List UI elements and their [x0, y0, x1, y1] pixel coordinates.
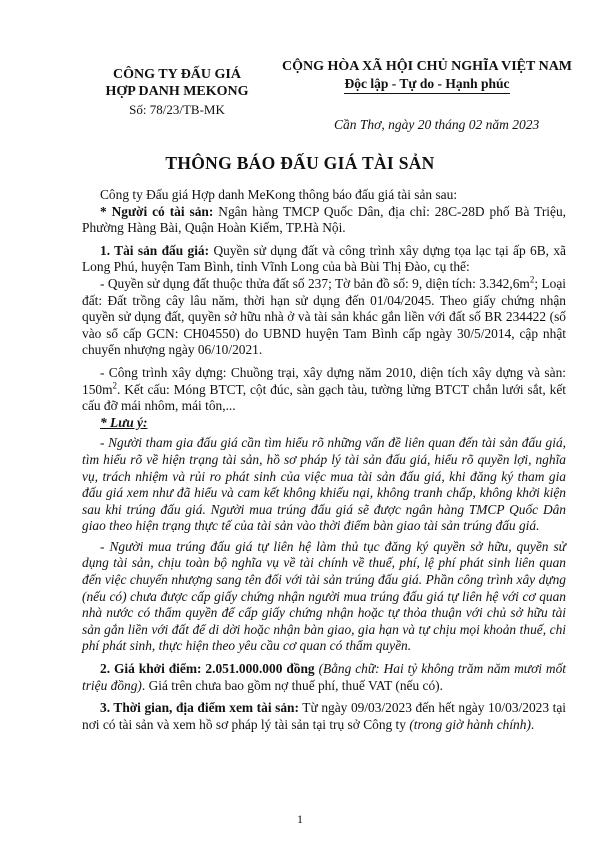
document-number: Số: 78/23/TB-MK: [129, 102, 225, 117]
viewing-end: .: [530, 716, 535, 732]
document-title: THÔNG BÁO ĐẤU GIÁ TÀI SẢN: [165, 153, 435, 173]
starting-price-paragraph: [82, 661, 566, 694]
starting-price-words: (Bằng chữ: Hai tỷ không trăm năm mươi mốt triệu đồng): [82, 661, 566, 693]
asset-paragraph: [82, 243, 566, 276]
starting-price-label: 2. Giá khởi điểm: 2.051.000.000 đồng: [100, 661, 315, 677]
owner-text: Ngân hàng TMCP Quốc Dân, địa chỉ: 28C-28D phố Bà Triệu, Phường Hàng Bài, Quận Hoàn Kiếm, TP.Hà Nội.: [82, 203, 566, 236]
land-text-b: ; Loại đất: Đất trồng cây lâu năm, thời hạn sử dụng đến 01/04/2045. Theo giấy chứng nhận quyền sử dụng đất, quyền sở hữu nhà ở và tài sản khác gắn liền với đất số BR 234422 (số vào sổ cấp GCN: CH04550) do UBND huyện Tam Bình cấp ngày 30/5/2014, cập nhật chuyển nhượng ngày 06/10/2021.: [82, 275, 566, 358]
viewing-text: Từ ngày 09/03/2023 đến hết ngày 10/03/2023 tại nơi có tài sản và xem hồ sơ pháp lý tài sản tại trụ sở Công ty: [82, 700, 566, 732]
building-text-b: . Kết cấu: Móng BTCT, cột đúc, sàn gạch tàu, tường lửng BTCT chắn lưới sắt, kết cấu đỡ mái nhôm, mái tôn,...: [82, 381, 566, 414]
note-label: * Lưu ý:: [100, 414, 148, 430]
building-paragraph: [82, 365, 566, 415]
viewing-hours: (trong giờ hành chính): [409, 716, 531, 732]
asset-text: Quyền sử dụng đất và công trình xây dựng tọa lạc tại ấp 6B, xã Long Phú, huyện Tam Bình, tỉnh Vĩnh Long của bà Bùi Thị Đào, cụ thể:: [82, 242, 566, 275]
starting-price-note: . Giá trên chưa bao gồm nợ thuế phí, thuế VAT (nếu có).: [141, 677, 443, 693]
national-motto: Độc lập - Tự do - Hạnh phúc: [344, 75, 509, 94]
owner-label: * Người có tài sản:: [100, 203, 214, 219]
land-text-a: - Quyền sử dụng đất thuộc thửa đất số 237; Tờ bản đồ số: 9, diện tích: 3.342,6m: [100, 275, 530, 291]
document-body: [82, 187, 566, 733]
viewing-label: 3. Thời gian, địa điểm xem tài sản:: [100, 700, 299, 716]
note-item-1: - Người tham gia đấu giá cần tìm hiểu rõ những vấn đề liên quan đến tài sản đấu giá, tìm hiểu rõ về hiện trạng tài sản, hồ sơ pháp lý tài sản đấu giá, hiểu rõ quyền lợi, nghĩa vụ, trách nhiệm và rủi ro phát sinh của việc mua tài sản đấu giá, khi đăng ký tham gia đấu giá xem như đã hiểu và cam kết không khiếu nại, không tranh chấp, không khởi kiện sau khi trúng đấu giá. Người mua trúng đấu giá sẽ được ngân hàng TMCP Quốc Dân giao theo hiện trạng thực tế của tài sản vào thời điểm bàn giao tài sản trúng đấu giá.: [82, 435, 566, 534]
national-header: [282, 58, 572, 94]
land-paragraph: [82, 276, 566, 359]
owner-paragraph: [82, 204, 566, 237]
note-item-2: - Người mua trúng đấu giá tự liên hệ làm thủ tục đăng ký quyền sở hữu, quyền sử dụng tài sản, chịu toàn bộ nghĩa vụ về tài chính về thuế, phí, lệ phí phát sinh liên quan đến việc chuyển nhượng sang tên đối với tài sản trúng đấu giá. Phần công trình xây dựng (nếu có) chưa được cấp giấy chứng nhận người mua trúng đấu giá tự liên hệ với cơ quan nhà nước có thẩm quyền để cấp giấy chứng nhận hoặc tự thỏa thuận với chủ sở hữu tài sản gắn liền với đất để di dời hoặc nhận bàn giao, gia hạn và tự chịu mọi khoản thuế, chi phí phát sinh, thực hiện theo yêu cầu cơ quan có thẩm quyền.: [82, 538, 566, 654]
issuer-name-line2: HỢP DANH MEKONG: [105, 84, 249, 99]
intro-paragraph: Công ty Đấu giá Hợp danh MeKong thông báo đấu giá tài sản sau:: [100, 187, 458, 202]
note-heading: [82, 415, 566, 432]
nation-name: CỘNG HÒA XÃ HỘI CHỦ NGHĨA VIỆT NAM: [282, 59, 573, 74]
page-number: 1: [297, 812, 303, 826]
issuer-block: [92, 66, 262, 118]
place-date: Cần Thơ, ngày 20 tháng 02 năm 2023: [334, 117, 540, 132]
building-area-unit-sup: 2: [112, 380, 118, 391]
asset-label: 1. Tài sản đấu giá:: [100, 242, 210, 258]
land-area-unit-sup: 2: [529, 274, 535, 285]
viewing-paragraph: [82, 700, 566, 733]
issuer-name-line1: CÔNG TY ĐẤU GIÁ: [113, 67, 241, 82]
building-text-a: - Công trình xây dựng: Chuồng trại, xây dựng năm 2010, diện tích xây dựng và sàn: 150m: [82, 364, 566, 397]
notes-block: [82, 435, 566, 655]
